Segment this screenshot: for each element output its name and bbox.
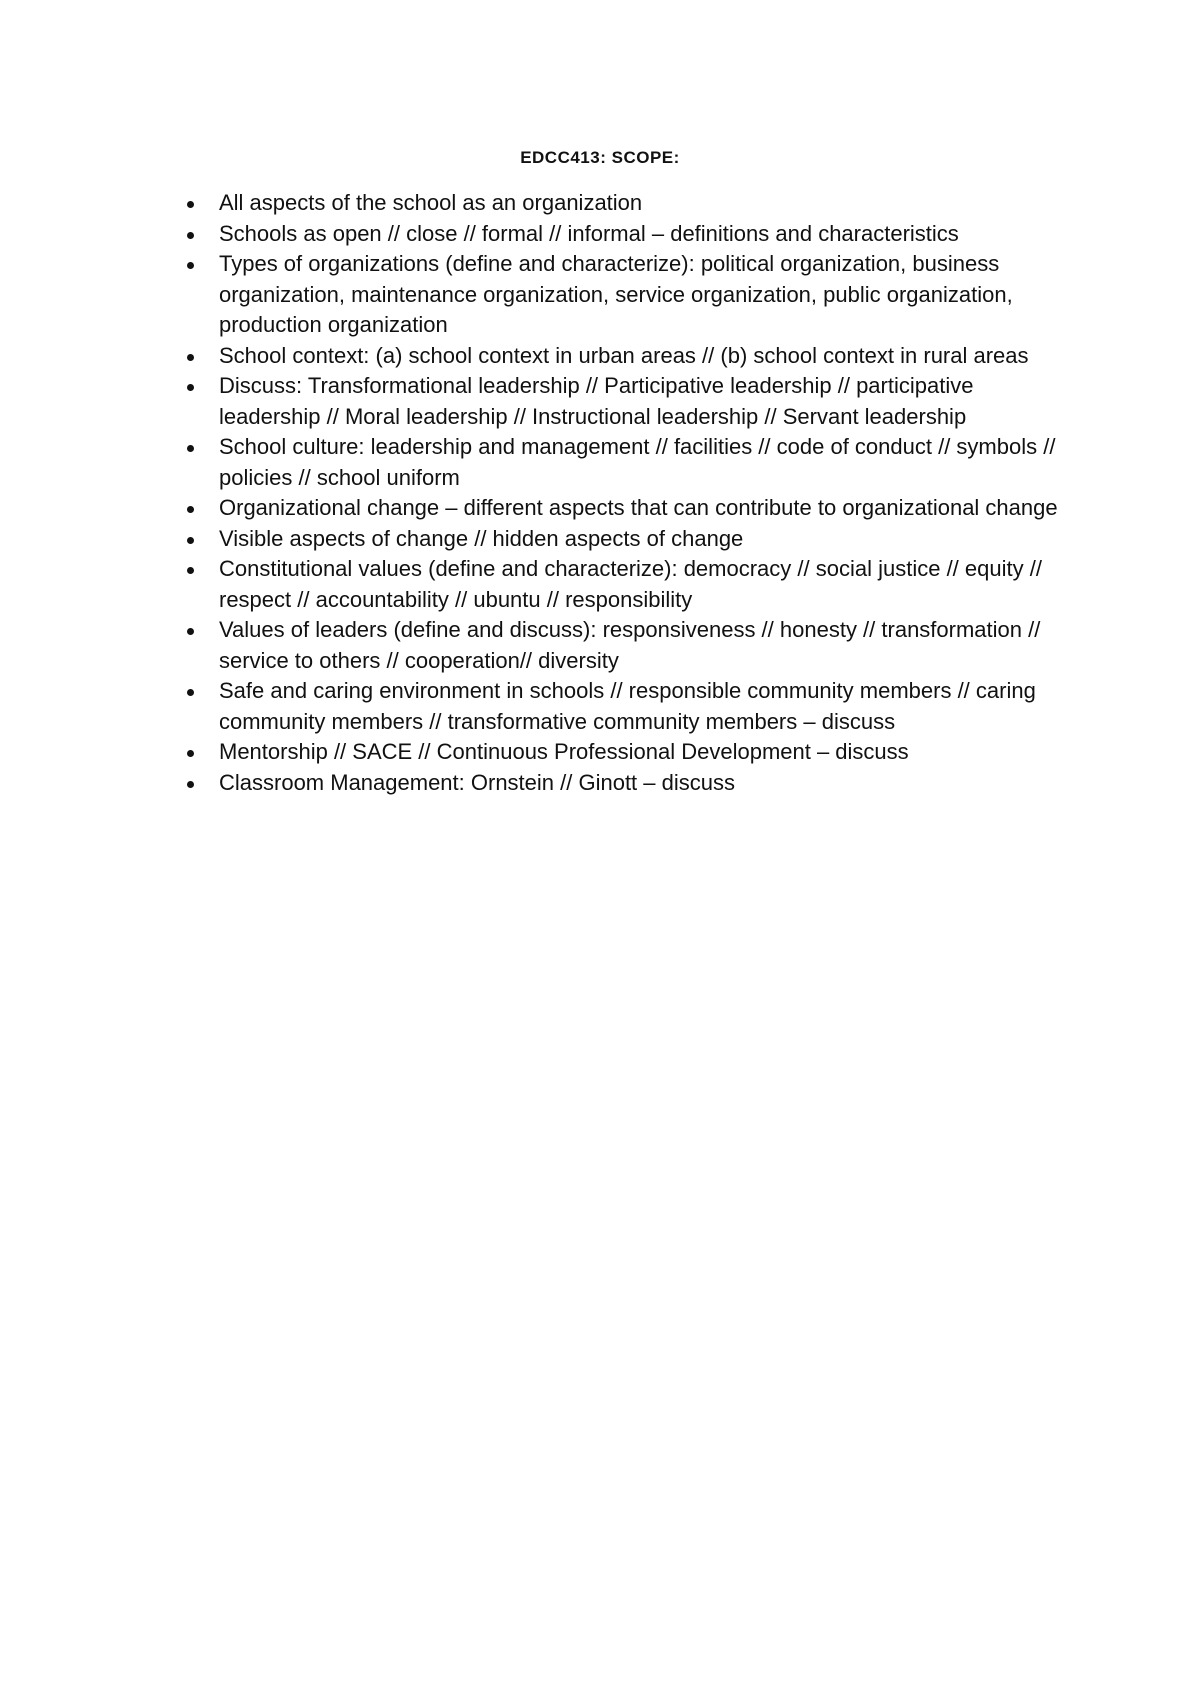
- list-item: [219, 249, 1069, 341]
- bullet-icon: [187, 781, 194, 788]
- list-item: [219, 493, 1069, 524]
- bullet-icon: [187, 537, 194, 544]
- list-item-text: Schools as open // close // formal // informal – definitions and characteristics: [219, 220, 959, 246]
- bullet-icon: [187, 689, 194, 696]
- list-item: [219, 432, 1069, 493]
- list-item-text: School culture: leadership and management // facilities // code of conduct // symbols // policies // school uniform: [219, 434, 1056, 490]
- bullet-icon: [187, 354, 194, 361]
- list-item-text: Safe and caring environment in schools // responsible community members // caring community members // transformative community members – discuss: [219, 678, 1036, 734]
- list-item-text: Organizational change – different aspects that can contribute to organizational change: [219, 495, 1058, 520]
- list-item: [219, 737, 1069, 768]
- list-item-text: Values of leaders (define and discuss): responsiveness // honesty // transformation // service to others // cooperation// diversity: [219, 617, 1041, 673]
- list-item: [219, 371, 1069, 432]
- list-item-text: Visible aspects of change // hidden aspects of change: [219, 525, 744, 551]
- bullet-icon: [187, 628, 194, 635]
- scope-list: [219, 188, 1069, 798]
- list-item: [219, 524, 1069, 555]
- list-item: [219, 676, 1069, 737]
- list-item-text: Discuss: Transformational leadership // Participative leadership // participative leadership // Moral leadership // Instructional leadership // Servant leadership: [219, 373, 974, 429]
- bullet-icon: [187, 567, 194, 574]
- list-item: [219, 554, 1069, 615]
- bullet-icon: [187, 750, 194, 757]
- list-item: [219, 188, 1069, 219]
- list-item-text: Constitutional values (define and characterize): democracy // social justice // equity // respect // accountability // ubuntu // responsibility: [219, 556, 1042, 612]
- list-item-text: School context: (a) school context in urban areas // (b) school context in rural areas: [219, 342, 1029, 368]
- bullet-icon: [187, 232, 194, 239]
- list-item: [219, 768, 1069, 799]
- list-item: [219, 219, 1069, 250]
- list-item: [219, 341, 1069, 372]
- list-item-text: Classroom Management: Ornstein // Ginott – discuss: [219, 769, 735, 795]
- bullet-icon: [187, 262, 194, 269]
- list-item-text: Types of organizations (define and characterize): political organization, business organization, maintenance organization, service organization, public organization, production organization: [219, 251, 1013, 337]
- document-title: EDCC413: SCOPE:: [520, 148, 680, 167]
- bullet-icon: [187, 384, 194, 391]
- bullet-icon: [187, 201, 194, 208]
- list-item-text: All aspects of the school as an organization: [219, 190, 643, 215]
- list-item-text: Mentorship // SACE // Continuous Professional Development – discuss: [219, 739, 909, 764]
- bullet-icon: [187, 506, 194, 513]
- list-item: [219, 615, 1069, 676]
- bullet-icon: [187, 445, 194, 452]
